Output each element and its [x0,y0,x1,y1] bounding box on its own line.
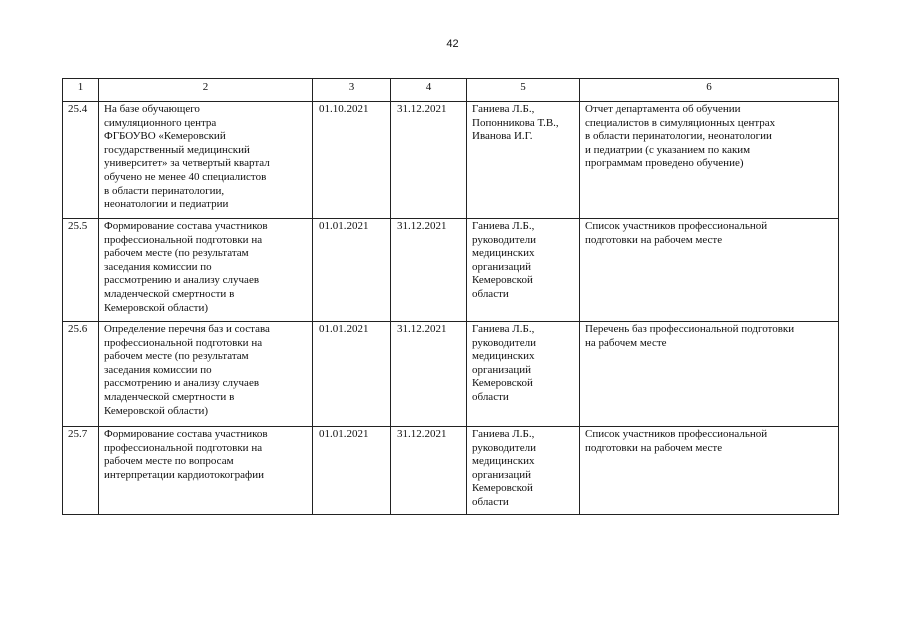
column-header-1: 1 [63,79,99,102]
start-date-cell: 01.10.2021 [313,102,391,219]
result-cell: Список участников профессиональной подготовки на рабочем месте [580,427,839,515]
action-cell: На базе обучающего симуляционного центра ФГБОУВО «Кемеровский государственный медицинский университет» за четвертый квартал обучено не менее 40 специалистов в области перинатологии, неонатологии и педиатрии [99,102,313,219]
column-header-4: 4 [391,79,467,102]
action-plan-table [62,78,839,515]
responsible-cell: Ганиева Л.Б., Попонникова Т.В., Иванова И.Г. [467,102,580,219]
start-date-cell: 01.01.2021 [313,219,391,322]
responsible-cell: Ганиева Л.Б., руководители медицинских организаций Кемеровской области [467,219,580,322]
column-header-2: 2 [99,79,313,102]
column-header-6: 6 [580,79,839,102]
row-number: 25.5 [63,219,99,322]
action-cell: Определение перечня баз и состава профессиональной подготовки на рабочем месте (по результатам заседания комиссии по рассмотрению и анализу случаев младенческой смертности в Кемеровской области) [99,322,313,427]
row-number: 25.6 [63,322,99,427]
responsible-cell: Ганиева Л.Б., руководители медицинских организаций Кемеровской области [467,427,580,515]
action-cell: Формирование состава участников профессиональной подготовки на рабочем месте (по результатам заседания комиссии по рассмотрению и анализу случаев младенческой смертности в Кемеровской области) [99,219,313,322]
header-row [63,79,839,102]
end-date-cell: 31.12.2021 [391,427,467,515]
table-row [63,322,839,427]
table-row [63,219,839,322]
responsible-cell: Ганиева Л.Б., руководители медицинских организаций Кемеровской области [467,322,580,427]
end-date-cell: 31.12.2021 [391,102,467,219]
page-number: 42 [446,38,459,50]
table-row [63,102,839,219]
result-cell: Перечень баз профессиональной подготовки на рабочем месте [580,322,839,427]
start-date-cell: 01.01.2021 [313,322,391,427]
table-row [63,427,839,515]
column-header-3: 3 [313,79,391,102]
column-header-5: 5 [467,79,580,102]
start-date-cell: 01.01.2021 [313,427,391,515]
end-date-cell: 31.12.2021 [391,219,467,322]
row-number: 25.4 [63,102,99,219]
end-date-cell: 31.12.2021 [391,322,467,427]
action-cell: Формирование состава участников профессиональной подготовки на рабочем месте по вопросам интерпретации кардиотокографии [99,427,313,515]
row-number: 25.7 [63,427,99,515]
result-cell: Отчет департамента об обучении специалистов в симуляционных центрах в области перинатологии, неонатологии и педиатрии (с указанием по каким программам проведено обучение) [580,102,839,219]
result-cell: Список участников профессиональной подготовки на рабочем месте [580,219,839,322]
